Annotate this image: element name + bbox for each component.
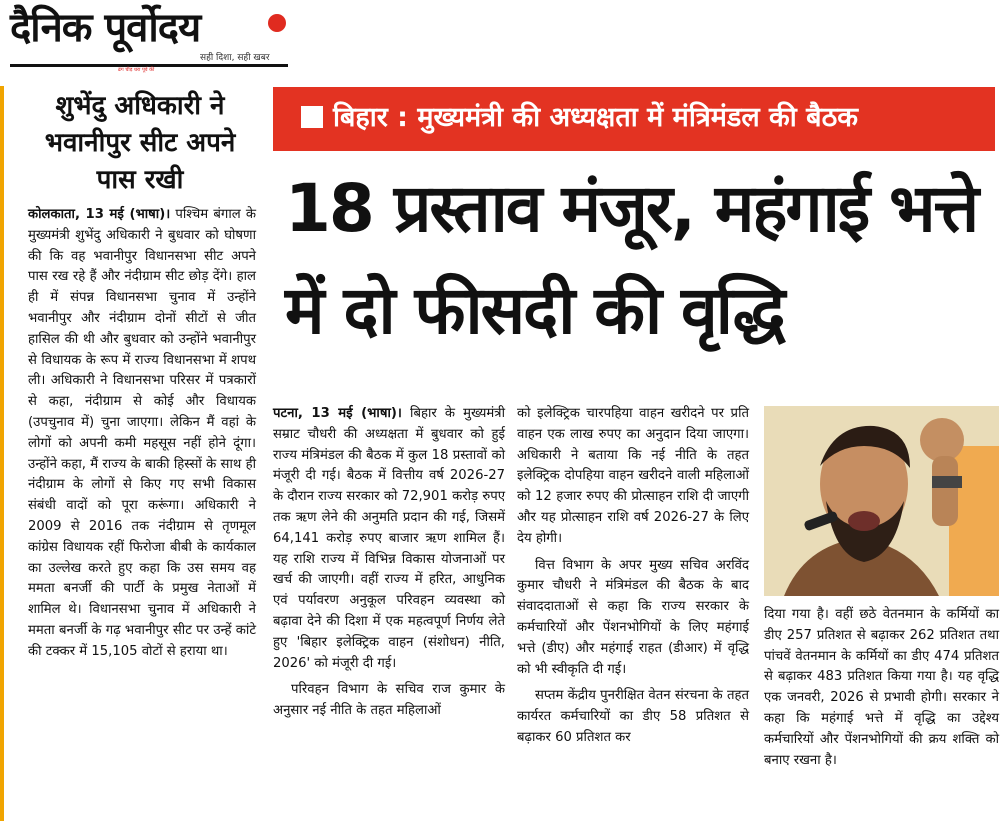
masthead: [10, 4, 288, 74]
article-paragraph: [273, 404, 505, 674]
article-paragraph: परिवहन विभाग के सचिव राज कुमार के अनुसार नई नीति के तहत महिलाओं: [273, 682, 505, 719]
masthead-tagline-small: ढंग चीड़ धरा पूर्व की: [118, 67, 155, 73]
chief-minister-photo: [764, 406, 999, 596]
article-paragraph: सप्तम केंद्रीय पुनरीक्षित वेतन संरचना के तहत कार्यरत कर्मचारियों का डीए 58 प्रतिशत से बढ़ाकर 60 प्रतिशत कर: [517, 688, 749, 745]
paragraph-text: बिहार के मुख्यमंत्री सम्राट चौधरी की अध्यक्षता में बुधवार को हुई राज्य मंत्रिमंडल की बैठक में कुल 18 प्रस्तावों को मंजूरी दी गई। बैठक में वित्तीय वर्ष 2026-27 के दौरान राज्य सरकार को 72,901 करोड़ रुपए तक ऋण लेने की अनुमति प्रदान की गई, जिसमें 64,141 करोड़ रुपए बाजार ऋण शामिल हैं। यह राशि राज्य में विभिन्न विकास योजनाओं पर खर्च की जाएगी। वहीं राज्य में हरित, आधुनिक एवं पर्यावरण अनुकूल परिवहन व्यवस्था को बढ़ावा देने की दिशा में एक महत्वपूर्ण निर्णय लेते हुए 'बिहार इलेक्ट्रिक वाहन (संशोधन) नीति, 2026' को मंजूरी दी गई।: [273, 406, 505, 671]
main-headline: 18 प्रस्ताव मंजूर, महंगाई भत्ते में दो फीसदी की वृद्धि: [285, 170, 978, 349]
section-banner: [273, 87, 995, 151]
article-column-3: [764, 605, 999, 771]
article-paragraph: वित्त विभाग के अपर मुख्य सचिव अरविंद कुमार चौधरी ने मंत्रिमंडल की बैठक के बाद संवाददाताओं से कहा कि राज्य सरकार के कर्मचारियों और पेंशनभोगियों के लिए महंगाई भत्ते (डीए) और महंगाई राहत (डीआर) में वृद्धि को भी स्वीकृति दी गई।: [517, 557, 749, 677]
square-bullet-icon: [301, 106, 323, 128]
newspaper-logo: दैनिक पूर्वोदय: [10, 5, 201, 51]
article-column-1: [273, 404, 505, 722]
article-paragraph: को इलेक्ट्रिक चारपहिया वाहन खरीदने पर प्रति वाहन एक लाख रुपए का अनुदान दिया जाएगा। अधिकारी ने बताया कि नई नीति के तहत इलेक्ट्रिक दोपहिया वाहन खरीदने वाली महिलाओं को 12 हजार रुपए की प्रोत्साहन राशि दी जाएगी और यह प्रोत्साहन राशि वर्ष 2026-27 के लिए देय होगी।: [517, 406, 749, 546]
article-column-2: [517, 404, 749, 749]
article-paragraph: दिया गया है। वहीं छठे वेतनमान के कर्मियों का डीए 257 प्रतिशत से बढ़ाकर 262 प्रतिशत तथा पांचवें वेतनमान के कर्मियों का डीए 474 प्रतिशत से बढ़ाकर 483 प्रतिशत किया गया है। यह वृद्धि एक जनवरी, 2026 से प्रभावी होगी। सरकार ने कहा कि महंगाई भत्ते में वृद्धि का उद्देश्य कर्मचारियों और पेंशनभोगियों की क्रय शक्ति को बनाए रखना है।: [764, 607, 999, 768]
side-story-text: पश्चिम बंगाल के मुख्यमंत्री शुभेंदु अधिकारी ने बुधवार को घोषणा की कि वह भवानीपुर विधानसभा सीट अपने पास रख रहे हैं और नंदीग्राम सीट छोड़ देंगे। हाल ही में संपन्न विधानसभा चुनाव में उन्होंने भवानीपुर और नंदीग्राम दोनों सीटों से जीत हासिल की थी और बुधवार को उन्होंने भवानीपुर से विधायक के रूप में राज्य विधानसभा में शपथ ली। अधिकारी ने विधानसभा परिसर में पत्रकारों से कहा, नंदीग्राम से कोई और विधायक (उपचुनाव में) चुना जाएगा। लेकिन मैं वहां के लोगों को अपनी कमी महसूस नहीं होने दूंगा। उन्होंने कहा, मैं राज्य के बाकी हिस्सों के साथ ही नंदीग्राम के लोगों से किए गए सभी विकास संबंधी वादों को पूरा करूंगा। अधिकारी ने 2009 से 2016 तक नंदीग्राम से तृणमूल कांग्रेस विधायक रहीं फिरोजा बीबी के कार्यकाल का उल्लेख करते हुए कहा कि उस समय वह ममता बनर्जी की पार्टी के प्रमुख नेताओं में शामिल थे। विधानसभा चुनाव में अधिकारी ने ममता बनर्जी के गढ़ भवानीपुर सीट पर उन्हें कांटे की टक्कर में 15,105 वोटों से हराया था।: [28, 207, 256, 659]
portrait-illustration: [764, 406, 999, 596]
masthead-tagline: सही दिशा, सही खबर: [200, 53, 270, 63]
side-story-dateline: कोलकाता, 13 मई (भाषा)।: [28, 207, 171, 222]
side-story-headline: शुभेंदु अधिकारी ने भवानीपुर सीट अपने पास रखी: [44, 91, 236, 195]
main-story-dateline: पटना, 13 मई (भाषा)।: [273, 406, 402, 421]
side-story-body: [28, 205, 256, 663]
logo-dot-icon: [268, 14, 286, 32]
banner-text: बिहार : मुख्यमंत्री की अध्यक्षता में मंत्रिमंडल की बैठक: [333, 102, 858, 133]
left-accent-bar: [0, 86, 4, 821]
